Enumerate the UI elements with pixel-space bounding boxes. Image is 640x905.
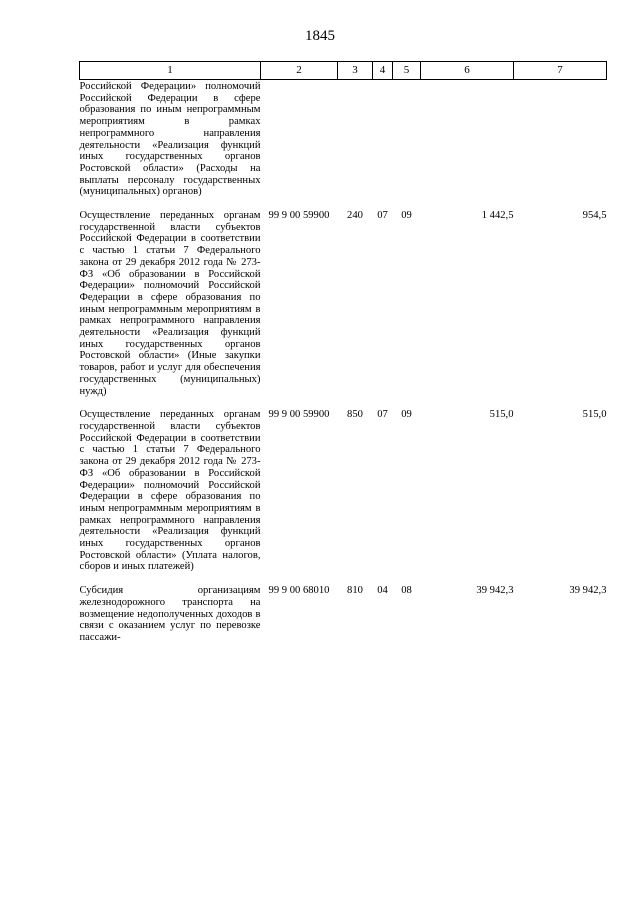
row-amount-year1: 515,0 [489, 409, 514, 421]
header-row [80, 62, 607, 80]
row-expense-type [338, 80, 373, 199]
row-expense-type: 850 [347, 409, 363, 421]
row-target-article: 99 9 00 59900 [268, 409, 330, 421]
row-amount-year2 [514, 80, 607, 199]
row-target-article: 99 9 00 59900 [268, 210, 330, 222]
table-row [80, 198, 607, 397]
page-number: 1845 [305, 28, 335, 44]
col-header-4: 4 [373, 62, 393, 80]
row-target-article [261, 80, 338, 199]
budget-table [79, 61, 607, 644]
row-description: Российской Федерации» полномочий Российской Федерации в сфере образования по иным непрограммным мероприятиям в рамках непрограммного направления деятельности «Реализация функций иных государственных органов Ростовской области» (Расходы на выплаты персоналу государственных (муниципальных) органов) [79, 81, 261, 198]
row-subsection: 08 [401, 585, 412, 597]
row-target-article: 99 9 00 68010 [268, 585, 330, 597]
row-section [373, 80, 393, 199]
table-row [80, 80, 607, 199]
col-header-3: 3 [338, 62, 373, 80]
row-amount-year1 [421, 80, 514, 199]
col-header-5: 5 [393, 62, 421, 80]
row-section: 04 [377, 585, 388, 597]
table-row [80, 397, 607, 573]
row-subsection [393, 80, 421, 199]
row-description: Субсидия организациям железнодорожного транспорта на возмещение недополученных доходов в связи с оказанием услуг по перевозке пассажи- [79, 585, 261, 643]
row-amount-year2: 515,0 [582, 409, 607, 421]
row-section: 07 [377, 210, 388, 222]
row-description: Осуществление переданных органам государственной власти субъектов Российской Федерации в соответствии с частью 1 статьи 7 Федерального закона от 29 декабря 2012 года № 273-ФЗ «Об образовании в Российской Федерации» полномочий Российской Федерации в сфере образования по иным непрограммным мероприятиям в рамках непрограммного направления деятельности «Реализация функций иных государственных органов Ростовской области» (Уплата налогов, сборов и иных платежей) [79, 409, 261, 573]
row-amount-year1: 1 442,5 [481, 210, 514, 222]
col-header-1: 1 [80, 62, 261, 80]
row-description: Осуществление переданных органам государственной власти субъектов Российской Федерации в соответствии с частью 1 статьи 7 Федерального закона от 29 декабря 2012 года № 273-ФЗ «Об образовании в Российской Федерации» полномочий Российской Федерации в сфере образования по иным непрограммным мероприятиям в рамках непрограммного направления деятельности «Реализация функций иных государственных органов Ростовской области» (Иные закупки товаров, работ и услуг для обеспечения государственных (муниципальных) нужд) [79, 210, 261, 397]
table-row [80, 573, 607, 644]
row-amount-year2: 954,5 [582, 210, 607, 222]
row-expense-type: 240 [347, 210, 363, 222]
col-header-2: 2 [261, 62, 338, 80]
row-amount-year1: 39 942,3 [476, 585, 514, 597]
row-subsection: 09 [401, 210, 412, 222]
row-section: 07 [377, 409, 388, 421]
col-header-7: 7 [514, 62, 607, 80]
col-header-6: 6 [421, 62, 514, 80]
row-amount-year2: 39 942,3 [569, 585, 607, 597]
row-expense-type: 810 [347, 585, 363, 597]
row-subsection: 09 [401, 409, 412, 421]
